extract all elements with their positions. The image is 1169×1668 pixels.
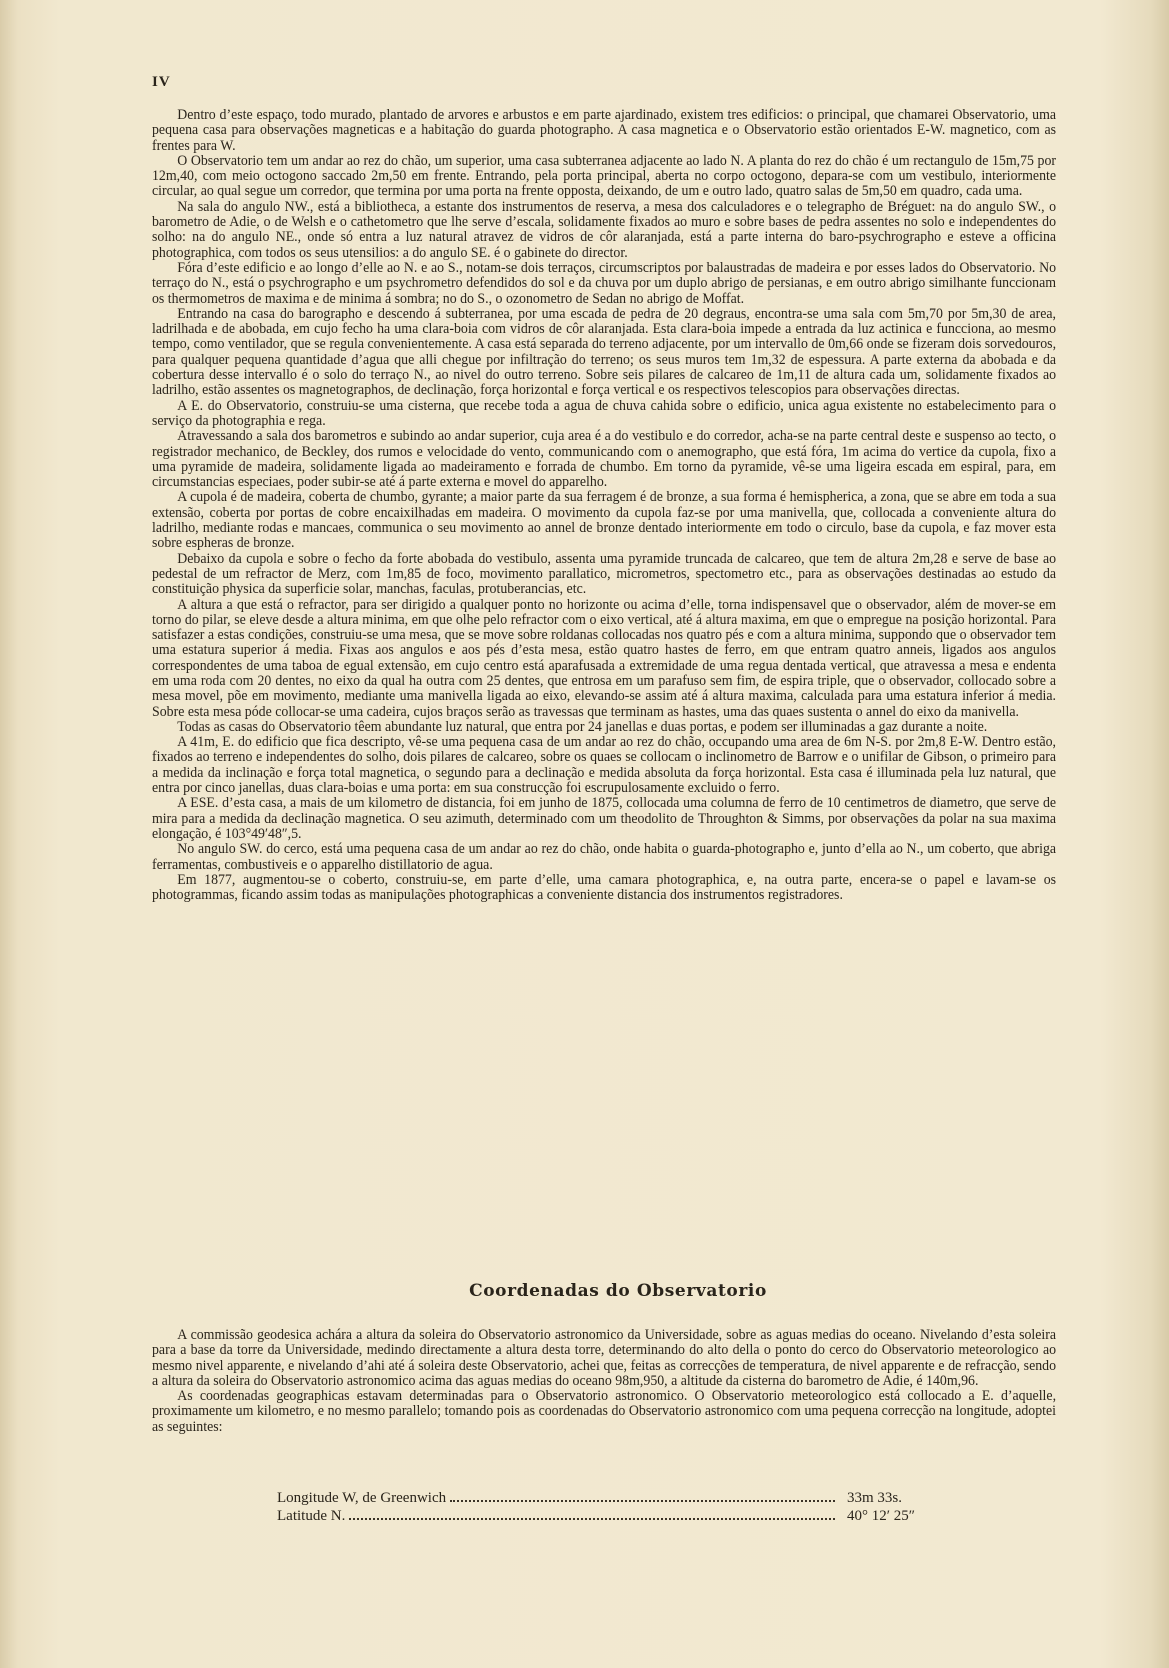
paragraph: Em 1877, augmentou-se o coberto, construiu-se, em parte d’elle, uma camara photographica, e, na outra parte, encera-se o papel e lavam-se os photogrammas, ficando assim todas as manipulações photographicas a conveniente distancia dos instrumentos registradores. <box>152 871 1057 904</box>
coordinate-label: Latitude N. <box>277 1508 346 1524</box>
page-number: IV <box>152 74 171 90</box>
coordinate-label: Longitude W, de Greenwich <box>277 1490 447 1506</box>
paragraph: Debaixo da cupola e sobre o fecho da forte abobada do vestibulo, assenta uma pyramide truncada de calcareo, que tem de altura 2m,28 e serve de base ao pedestal de um refractor de Merz, com 1m,85 de foco, movimento parallatico, micrometros, spectometro etc., para as observações destinadas ao estudo da constituição physica da superficie solar, manchas, faculas, protuberancias, etc. <box>152 550 1057 598</box>
paragraph: Fóra d’este edificio e ao longo d’elle ao N. e ao S., notam-se dois terraços, circumscriptos por balaustradas de madeira e por esses lados do Observatorio. No terraço do N., está o psychrographo e um psychrometro defendidos do sol e da chuva por um duplo abrigo de persianas, e em outro abrigo similhante funccionam os thermometros de maxima e de minima á sombra; no do S., o ozonometro de Sedan no abrigo de Moffat. <box>152 259 1057 307</box>
paragraph: A altura a que está o refractor, para ser dirigido a qualquer ponto no horizonte ou acima d’elle, torna indispensavel que o observador, além de mover-se em torno do pilar, se eleve desde a altura minima, em que olhe pelo refractor com o eixo vertical, até á altura maxima, em que o empregue na posição horizontal. Para satisfazer a estas condições, construiu-se uma mesa, que se move sobre roldanas collocadas nos quatro pés e com a altura minima, suppondo que o observador tem uma estatura superior á media. Fixas aos angulos e aos pés d’esta mesa, estão quatro hastes de ferro, em que entram quatro anneis, ligados aos angulos correspondentes de uma taboa de egual extensão, em cujo centro está aparafusada a extremidade de uma regua dentada vertical, que atravessa a mesa e endenta em uma roda com 20 dentes, no eixo da qual ha outra com 25 dentes, que entrosa em um parafuso sem fim, de espira triple, que o observador, collocado sobre a mesa movel, põe em movimento, mediante uma manivella ligada ao eixo, elevando-se assim até á altura maxima, calculada para uma estatura inferior á media. Sobre esta mesa póde collocar-se uma cadeira, cujos braços serão as travessas que terminam as hastes, uma das quaes sustenta o annel do eixo da manivella. <box>152 596 1057 720</box>
paragraph: Dentro d’este espaço, todo murado, plantado de arvores e arbustos e em parte ajardinado, existem tres edificios: o principal, que chamarei Observatorio, uma pequena casa para observações magneticas e a habitação do guarda photographo. A casa magnetica e o Observatorio estão orientados E-W. magnetico, com as frentes para W. <box>152 107 1057 154</box>
dot-leader <box>349 1517 835 1520</box>
paragraph: A 41m, E. do edificio que fica descripto, vê-se uma pequena casa de um andar ao rez do chão, occupando uma area de 6m N-S. por 2m,8 E-W. Dentro estão, fixados ao terreno e independentes do solho, dois pilares de calcareo, sobre os quaes se collocam o inclinometro de Barrow e o unifilar de Gibson, o primeiro para a medida da inclinação e força total magnetica, o segundo para a declinação e medida absoluta da força horizontal. Esta casa é illuminada pela luz natural, que entra por cinco janellas, duas clara-boias e uma porta: em sua construcção foi escrupulosamente excluido o ferro. <box>152 734 1057 797</box>
coordinates-text <box>152 1328 1056 1435</box>
coordinate-row-latitude <box>277 1507 947 1525</box>
coordinate-row-longitude <box>277 1489 947 1507</box>
paragraph: O Observatorio tem um andar ao rez do chão, um superior, uma casa subterranea adjacente ao lado N. A planta do rez do chão é um rectangulo de 15m,75 por 12m,40, com meio octogono saccado 2m,50 em frente. Entrando, pela porta principal, aberta no corpo octogono, depara-se com um vestibulo, interiormente circular, ao qual segue um corredor, que termina por uma porta na frente opposta, deixando, de um e outro lado, quatro salas de 5m,50 em quadro, cada uma. <box>152 152 1057 200</box>
section-title: Coordenadas do Observatorio <box>469 1281 767 1301</box>
paragraph: A ESE. d’esta casa, a mais de um kilometro de distancia, foi em junho de 1875, collocada uma columna de ferro de 10 centimetros de diametro, que serve de mira para a medida da declinação magnetica. O seu azimuth, determinado com um theodolito de Throughton & Simms, por observações da polar na sua maxima elongação, é 103°49′48″,5. <box>152 795 1057 842</box>
paragraph: A E. do Observatorio, construiu-se uma cisterna, que recebe toda a agua de chuva cahida sobre o edificio, unica agua existente no estabelecimento para o serviço da photographia e rega. <box>152 397 1057 429</box>
paragraph: A commissão geodesica achára a altura da soleira do Observatorio astronomico da Universidade, sobre as aguas medias do oceano. Nivelando d’esta soleira para a base da torre da Universidade, medindo directamente a altura desta torre, determinando do alto della o ponto do cerco do Observatorio meteorologico ao mesmo nivel apparente, e nivelando d’ahi até á soleira deste Observatorio, achei que, feitas as correcções de temperatura, de nivel apparente e de refracção, sendo a altura da soleira do Observatorio astronomico acima das aguas medias do oceano 98m,950, a altitude da cisterna do barometro de Adie, é 140m,96. <box>152 1327 1057 1389</box>
coordinate-value: 33m 33s. <box>847 1490 903 1506</box>
coordinates-table <box>277 1489 947 1525</box>
paragraph: As coordenadas geographicas estavam determinadas para o Observatorio astronomico. O Observatorio meteorologico está collocado a E. d’aquelle, proximamente um kilometro, e no mesmo parallelo; tomando pois as coordenadas do Observatorio astronomico com uma pequena correcção na longitude, adoptei as seguintes: <box>152 1388 1057 1435</box>
dot-leader <box>450 1499 835 1502</box>
paragraph: Na sala do angulo NW., está a bibliotheca, a estante dos instrumentos de reserva, a mesa dos calculadores e o telegrapho de Bréguet: na do angulo SW., o barometro de Adie, o de Welsh e o cathetometro que lhe serve d’escala, solidamente fixados ao muro e sobre bases de pedra assentes no solo e independentes do solho: na do angulo NE., onde só entra a luz natural atravez de vidros de côr alaranjada, está a parte interna do baro-psychrographo e esteve a officina photographica, com todos os seus utensilios: a do angulo SE. é o gabinete do director. <box>152 198 1057 261</box>
paragraph: Atravessando a sala dos barometros e subindo ao andar superior, cuja area é a do vestibulo e do corredor, acha-se na parte central deste e suspenso ao tecto, o registrador mechanico, de Beckley, dos rumos e velocidade do vento, communicando com o anemographo, que está fóra, 1m acima do vertice da cupola, fixo a uma pyramide de madeira, solidamente ligada ao madeiramento e forrada de chumbo. Em torno da pyramide, vê-se uma ligeira escada em espiral, para, em circumstancias especiaes, poder subir-se até á parte externa e movel do apparelho. <box>152 428 1057 491</box>
body-text <box>152 108 1056 903</box>
paragraph: Entrando na casa do barographo e descendo á subterranea, por uma escada de pedra de 20 degraus, encontra-se uma sala com 5m,70 por 5m,30 de area, ladrilhada e de abobada, em cujo fecho ha uma clara-boia com vidros de côr alaranjada. Esta clara-boia impede a entrada da luz actinica e funcciona, ao mesmo tempo, como ventilador, que se regula convenientemente. A casa está separada do terreno adjacente, por um intervallo de 0m,66 onde se fizeram dois sorvedouros, para qualquer pequena quantidade d’agua que alli chegue por infiltração do terreno; os seus muros tem 1m,32 de espessura. A parte externa da abobada e da cobertura desse intervallo é o solo do terraço N., ao nivel do outro terreno. Sobre seis pilares de calcareo de 1m,11 de altura cada um, solidamente fixados ao ladrilho, estão assentes os magnetographos, de declinação, força horizontal e força vertical e os respectivos telescopios para observações directas. <box>152 305 1057 399</box>
paragraph: Todas as casas do Observatorio têem abundante luz natural, que entra por 24 janellas e duas portas, e podem ser illuminadas a gaz durante a noite. <box>177 718 988 735</box>
paragraph: No angulo SW. do cerco, está uma pequena casa de um andar ao rez do chão, onde habita o guarda-photographo e, junto d’ella ao N., um coberto, que abriga ferramentas, combustiveis e o apparelho distillatorio de agua. <box>152 841 1057 873</box>
paragraph: A cupola é de madeira, coberta de chumbo, gyrante; a maior parte da sua ferragem é de bronze, a sua forma é hemispherica, a zona, que se abre em toda a sua extensão, coberta por portas de cobre encaixilhadas em madeira. O movimento da cupola faz-se por uma manivella, que, collocada a conveniente altura do ladrilho, mediante rodas e mancaes, communica o seu movimento ao annel de bronze dentado interiormente em todo o circulo, base da cupola, e faz mover esta sobre espheras de bronze. <box>152 489 1057 552</box>
coordinate-value: 40° 12′ 25″ <box>847 1508 916 1524</box>
